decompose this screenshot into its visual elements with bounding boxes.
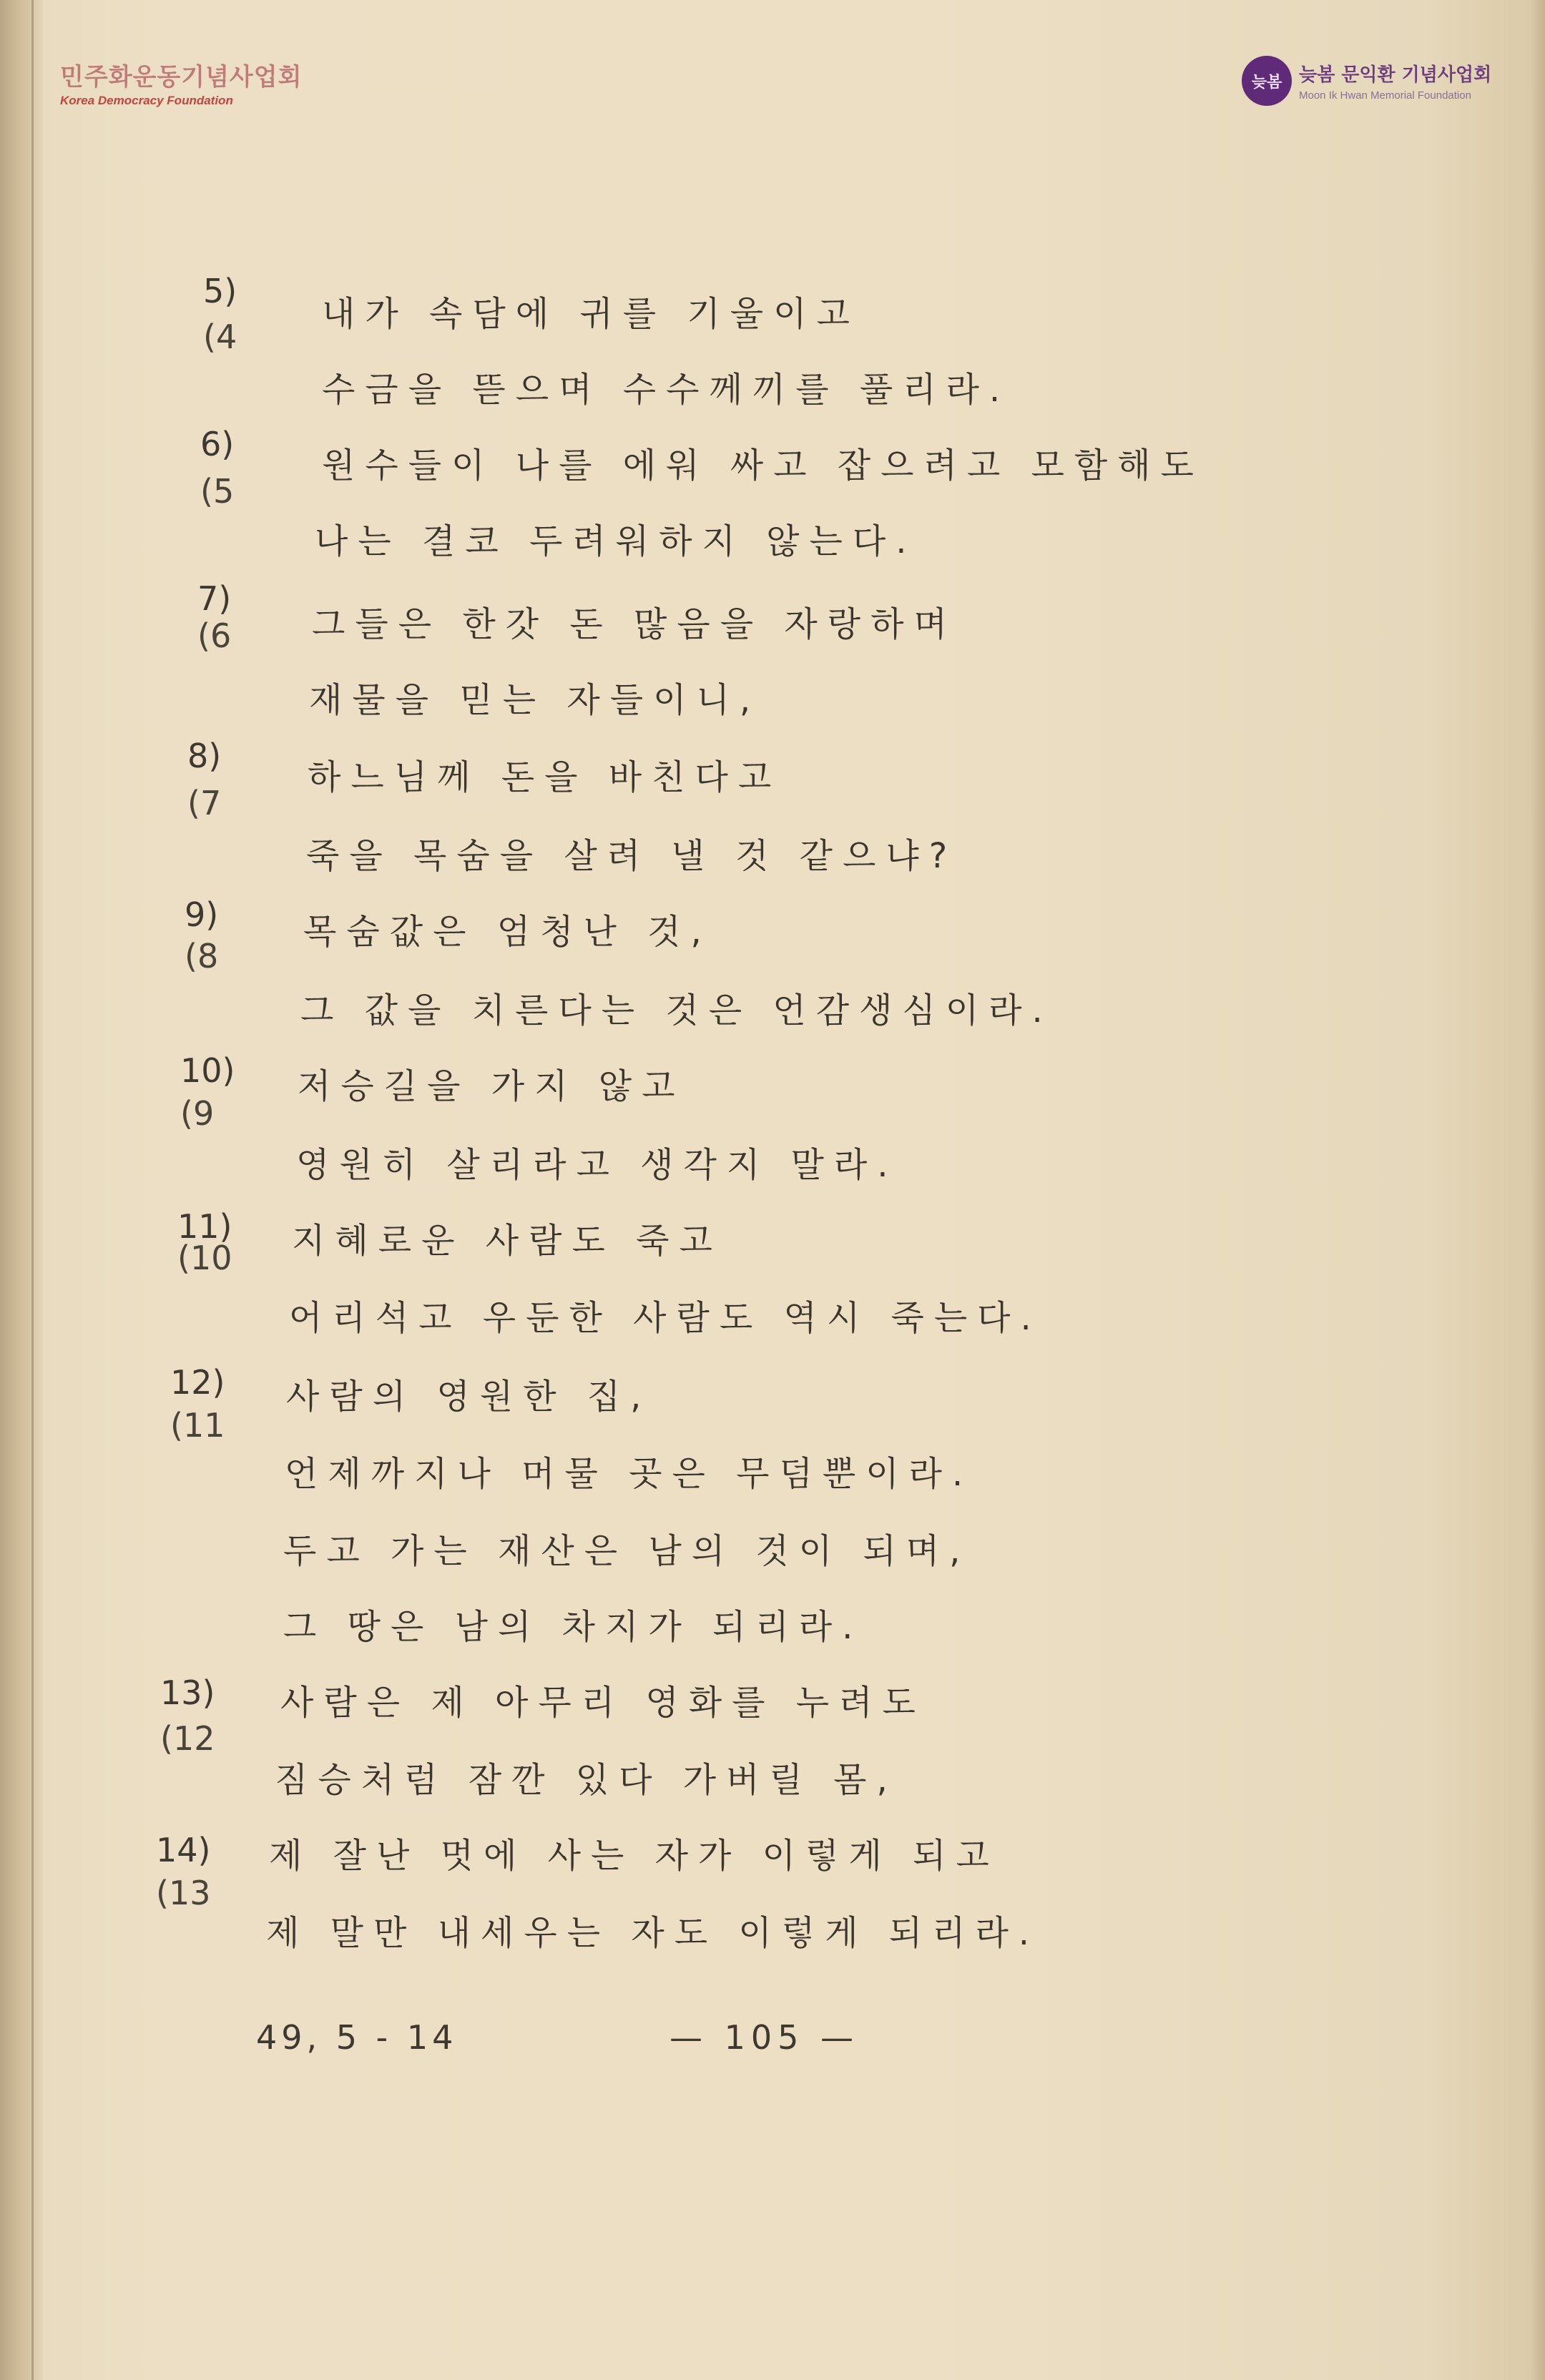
verse-line: 원수들이 나를 에워 싸고 잡으려고 모함해도	[322, 446, 1204, 486]
verse-line: 재물을 믿는 자들이니,	[309, 680, 761, 720]
verse-line: 언제까지나 머물 곳은 무덤뿐이라.	[285, 1454, 973, 1494]
verse-number: 5)	[203, 272, 237, 310]
verse-alt-number: (12	[160, 1719, 215, 1758]
verse-line: 제 잘난 멋에 사는 자가 이렇게 되고	[269, 1836, 999, 1876]
verse-alt-number: (5	[200, 472, 235, 511]
verse-number: 10)	[180, 1051, 235, 1090]
verse-line: 하느님께 돈을 바친다고	[308, 757, 782, 797]
verse-number: 14)	[156, 1831, 211, 1869]
page-edge	[1529, 0, 1545, 2380]
verse-number: 12)	[170, 1363, 225, 1402]
verse-alt-number: (7	[187, 784, 222, 822]
verse-line: 두고 가는 재산은 남의 것이 되며,	[283, 1531, 971, 1571]
verse-alt-number: (11	[170, 1406, 225, 1445]
korea-democracy-foundation-logo	[60, 57, 302, 108]
verse-line: 사람은 제 아무리 영화를 누려도	[280, 1683, 926, 1723]
footer-date: 49, 5 - 14	[256, 2018, 458, 2057]
verse-alt-number: (13	[156, 1874, 211, 1912]
verse-alt-number: (6	[197, 616, 232, 655]
verse-number: 9)	[185, 895, 219, 934]
verse-alt-number: (4	[203, 318, 237, 356]
verse-alt-number: (10	[177, 1239, 232, 1277]
right-logo-english: Moon Ik Hwan Memorial Foundation	[1299, 89, 1471, 102]
verse-line: 내가 속담에 귀를 기울이고	[322, 294, 860, 334]
verse-line: 나는 결코 두려워하지 않는다.	[315, 521, 917, 561]
verse-line: 그들은 한갓 돈 많음을 자랑하며	[312, 604, 957, 644]
verse-line: 사람의 영원한 집,	[286, 1377, 652, 1417]
verse-line: 그 값을 치른다는 것은 언감생심이라.	[300, 990, 1053, 1031]
verse-line: 죽을 목숨을 살려 낼 것 같으냐?	[306, 836, 958, 876]
moon-ik-hwan-foundation-logo	[1242, 56, 1491, 106]
verse-line: 짐승처럼 잠깐 있다 가버릴 몸,	[275, 1760, 898, 1800]
verse-line: 수금을 뜯으며 수수께끼를 풀리라.	[322, 370, 1011, 410]
page-number: — 105 —	[670, 2018, 860, 2057]
verse-number: 11)	[177, 1207, 232, 1246]
verse-line: 그 땅은 남의 차지가 되리라.	[283, 1607, 863, 1647]
verse-line: 목숨값은 엄청난 것,	[303, 912, 712, 952]
verse-number: 7)	[197, 579, 232, 618]
verse-line: 영원히 살리라고 생각지 말라.	[296, 1145, 898, 1185]
book-spine	[0, 0, 43, 2380]
verse-alt-number: (9	[180, 1094, 215, 1133]
spine-crease	[31, 0, 34, 2380]
left-logo-english: Korea Democracy Foundation	[60, 94, 233, 107]
verse-line: 저승길을 가지 않고	[298, 1066, 685, 1106]
seal-icon: 늦봄	[1242, 56, 1292, 106]
verse-line: 제 말만 내세우는 자도 이렇게 되리라.	[266, 1913, 1040, 1953]
verse-number: 6)	[200, 425, 235, 463]
verse-number: 8)	[187, 737, 222, 775]
verse-line: 어리석고 우둔한 사람도 역시 죽는다.	[289, 1298, 1041, 1338]
right-logo-korean: 늦봄 문익환 기념사업회	[1299, 64, 1492, 86]
verse-number: 13)	[160, 1673, 215, 1712]
verse-line: 지혜로운 사람도 죽고	[292, 1221, 722, 1261]
left-logo-korean: 민주화운동기념사업회	[60, 63, 303, 92]
verse-alt-number: (8	[185, 937, 219, 975]
